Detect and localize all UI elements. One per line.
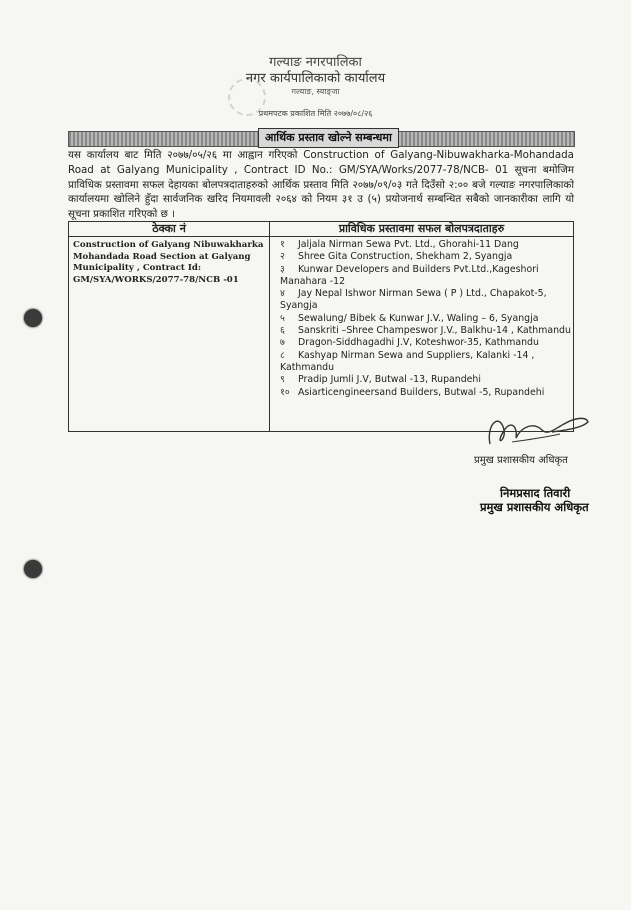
bidders-table — [68, 221, 574, 432]
signature-icon — [482, 404, 592, 454]
list-item: ४ Jay Nepal Ishwor Nirman Sewa ( P ) Ltd., Chapakot-5, Syangja — [280, 288, 547, 312]
list-item: ३ Kunwar Developers and Builders Pvt.Ltd.,Kageshori Manahara -12 — [280, 263, 539, 287]
list-item: ६ Sanskriti –Shree Champeswor J.V., Balkhu-14 , Kathmandu — [280, 325, 571, 337]
officer-title-handwritten: प्रमुख प्रशासकीय अधिकृत — [474, 455, 568, 466]
notice-title: आर्थिक प्रस्ताव खोल्ने सम्बन्धमा — [258, 128, 399, 148]
punch-hole — [24, 560, 42, 578]
officer-name: निमप्रसाद तिवारी — [500, 486, 571, 500]
organization-name: गल्याङ नगरपालिका — [269, 55, 362, 70]
punch-hole — [24, 309, 42, 327]
list-item: ९ Pradip Jumli J.V, Butwal -13, Rupandehi — [280, 374, 481, 386]
list-item: १ Jaljala Nirman Sewa Pvt. Ltd., Ghorahi-11 Dang — [280, 239, 519, 250]
office-location: गल्याङ, स्याङ्जा — [291, 87, 340, 96]
bidders-cell — [270, 237, 574, 432]
list-item: १० Asiarticengineersand Builders, Butwal -5, Rupandehi — [280, 386, 545, 398]
list-item: ८ Kashyap Nirman Sewa and Suppliers, Kalanki -14 , Kathmandu — [280, 349, 535, 373]
publish-date: प्रथमपटक प्रकाशित मिति २०७७/०८/२६ — [258, 109, 373, 118]
column-header-contract: ठेक्का नं — [69, 222, 270, 237]
contract-cell: Construction of Galyang Nibuwakharka Mohandada Road Section at Galyang Municipality , Contract Id: GM/SYA/WORKS/2077-78/NCB -01 — [69, 237, 270, 432]
officer-title: प्रमुख प्रशासकीय अधिकृत — [480, 500, 589, 514]
office-name: नगर कार्यपालिकाको कार्यालय — [245, 71, 386, 86]
table-row — [69, 237, 574, 432]
list-item: ५ Sewalung/ Bibek & Kunwar J.V., Waling – 6, Syangja — [280, 312, 539, 324]
list-item: ७ Dragon-Siddhagadhi J.V, Koteshwor-35, Kathmandu — [280, 337, 539, 349]
notice-paragraph: यस कार्यालय बाट मिति २०७७/०५/२६ मा आह्वान गरिएको Construction of Galyang-Nibuwakharka-Mohandada Road at Galyang Municipality , Contract ID No.: GM/SYA/Works/2077-78/NCB- 01 सूचना बमोजिम प्राविधिक प्रस्तावमा सफल देहायका बोलपत्रदाताहरुको आर्थिक प्रस्ताव मिति २०७७/०९/०३ गते दिउँसो २:०० बजे गल्याङ नगरपालिकाको कार्यालयमा खोलिने हुँदा सार्वजनिक खरिद नियमावली २०६४ को नियम ३१ उ (५) प्रयोजनार्थ सम्बन्धित सबैको जानकारीका लागि यो सूचना प्रकाशित गरिएको छ । — [68, 149, 574, 221]
column-header-bidders: प्राविधिक प्रस्तावमा सफल बोलपत्रदाताहरु — [270, 222, 574, 237]
list-item: २ Shree Gita Construction, Shekham 2, Syangja — [280, 251, 513, 263]
